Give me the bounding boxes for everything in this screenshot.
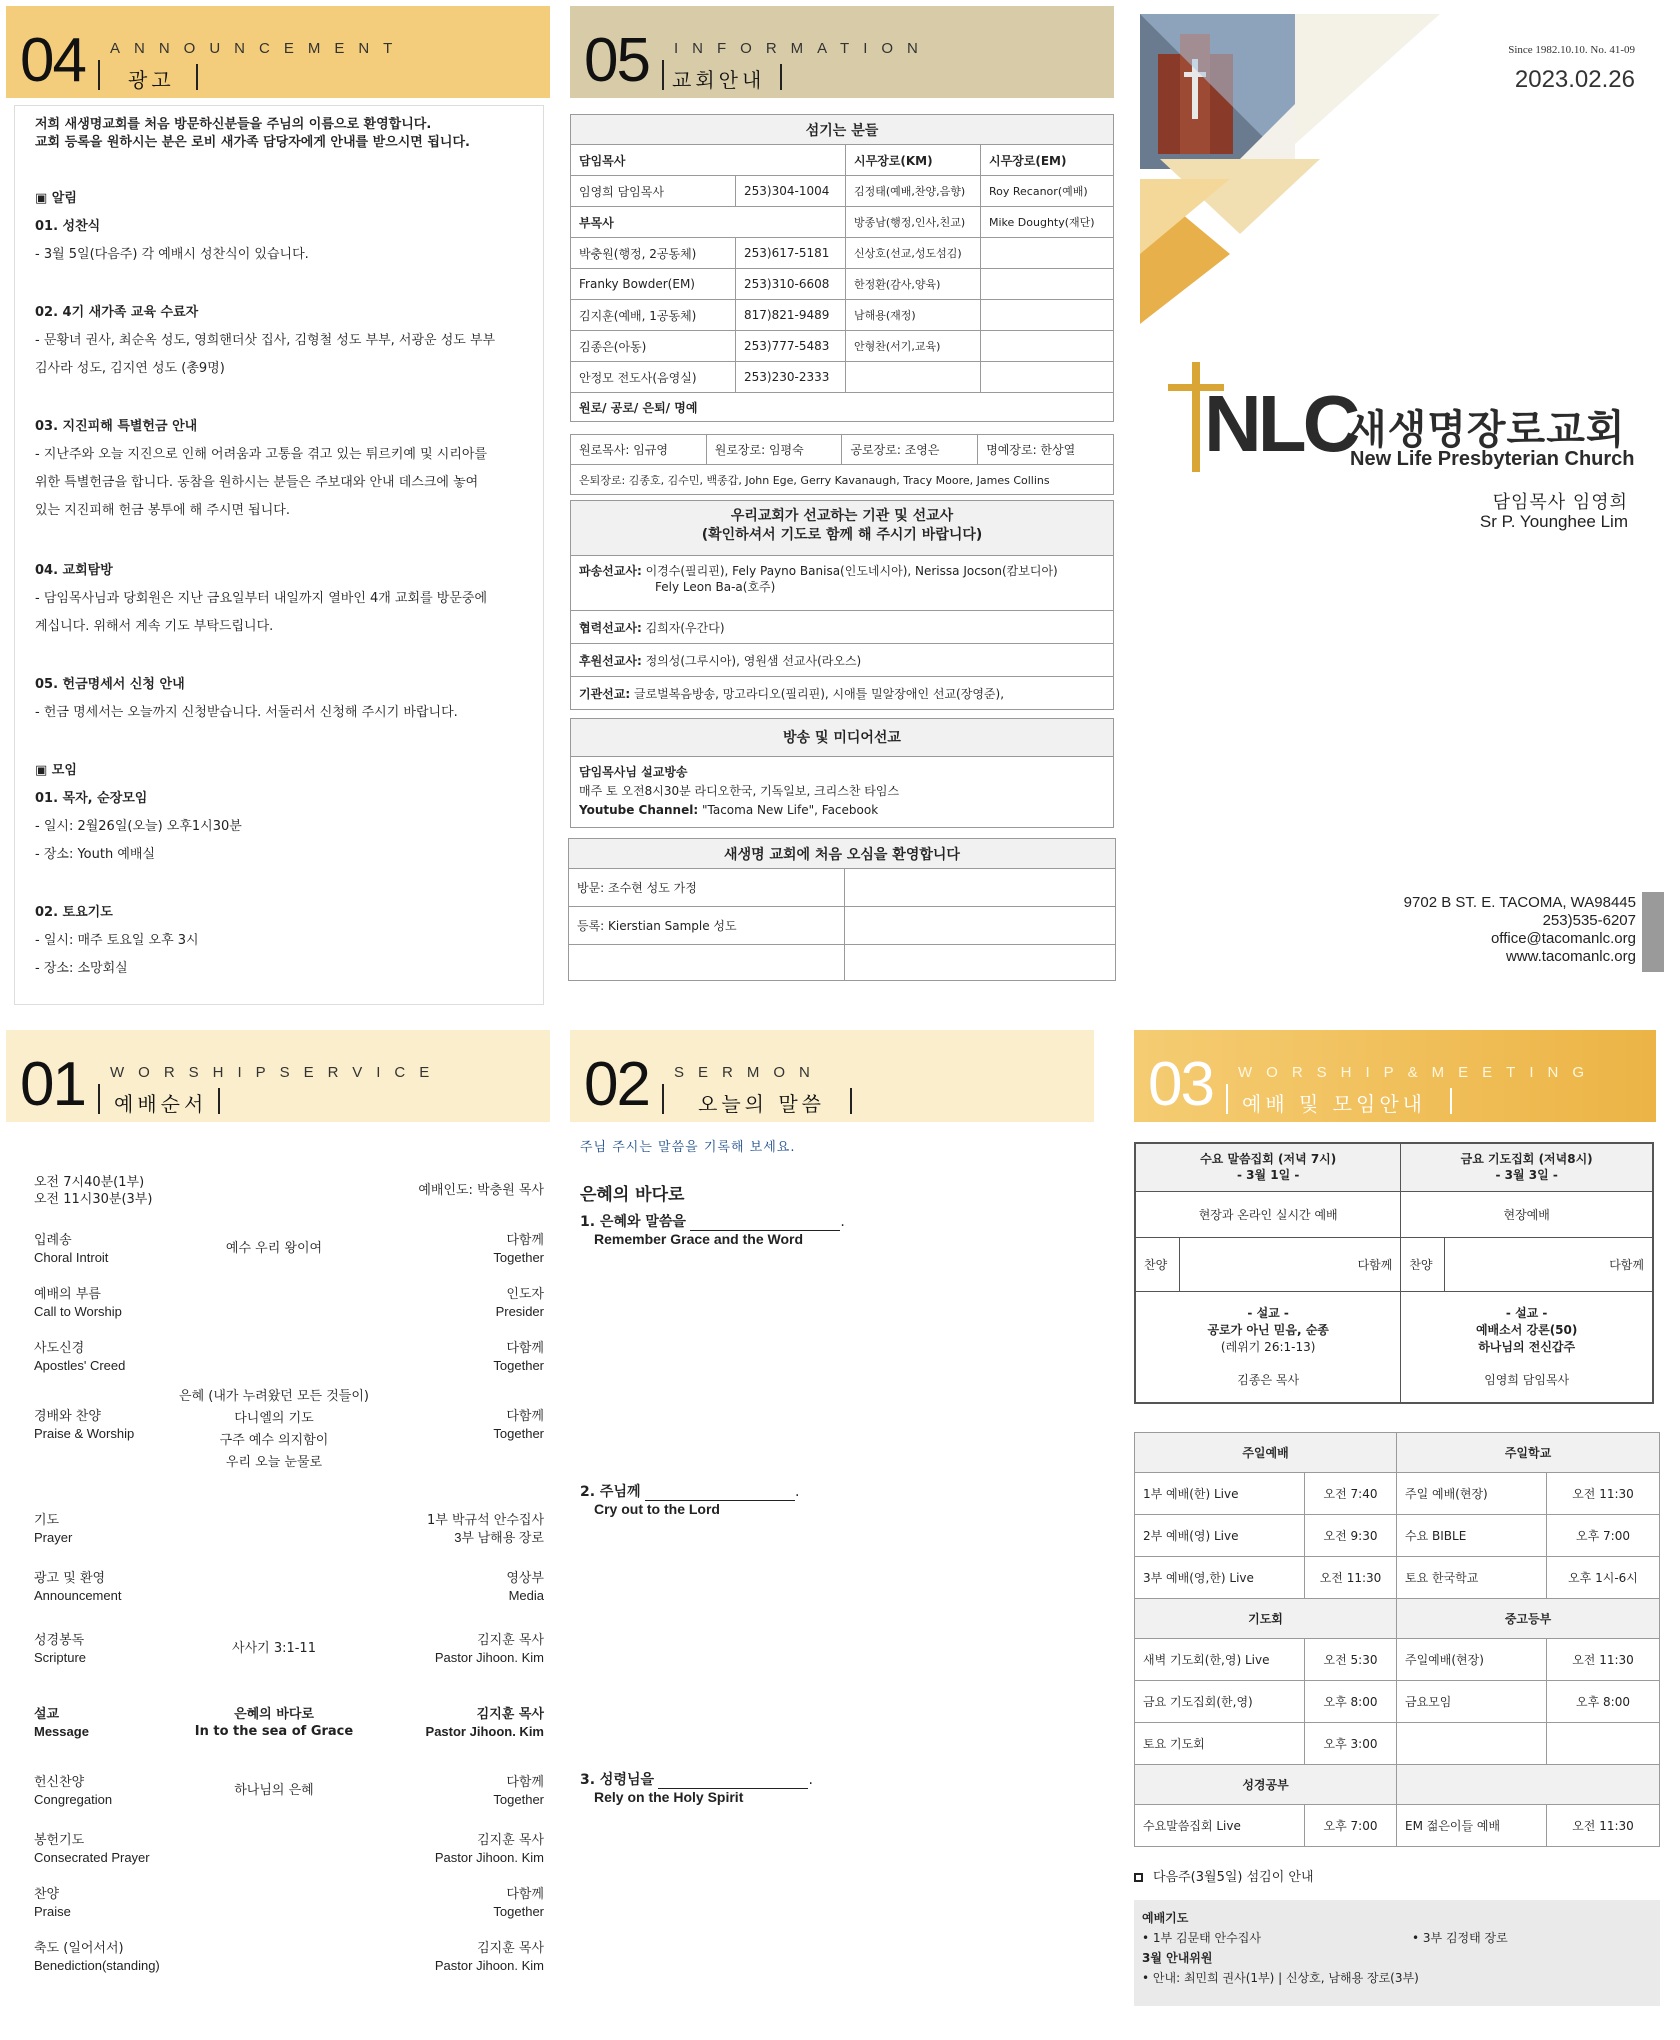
item-content xyxy=(154,1386,394,1474)
schedule-table xyxy=(1134,1432,1660,1847)
point-eng: Cry out to the Lord xyxy=(594,1501,720,1517)
elder-head: 원로/ 공로/ 은퇴/ 명예 xyxy=(571,393,1114,422)
mission-label: 후원선교사: xyxy=(579,654,642,668)
service-time: 오전 11시30분(3부) xyxy=(34,1192,153,1207)
item-content xyxy=(154,1782,394,1799)
section-number: 01 xyxy=(20,1050,85,1119)
item-label xyxy=(34,1940,160,1974)
wed-sermon: - 설교 - 공로가 아닌 믿음, 순종 (레위기 26:1-13) 김종은 목사 xyxy=(1135,1291,1401,1403)
leader-kor: 김지훈 목사 xyxy=(476,1707,544,1722)
leader-eng: Together xyxy=(493,1792,544,1807)
leader-kor: 김지훈 목사 xyxy=(477,1941,544,1956)
cell: 김정태(예배,찬양,음향) xyxy=(846,176,981,207)
welcome-line: 교회 등록을 원하시는 분은 로비 새가족 담당자에게 안내를 받으시면 됩니다. xyxy=(35,135,470,150)
section-eng-title: SERMON xyxy=(674,1064,824,1081)
point-eng: Remember Grace and the Word xyxy=(594,1231,804,1247)
media-title: 방송 및 미디어선교 xyxy=(571,719,1113,757)
cell: 토요 기도회 xyxy=(1135,1723,1305,1765)
item-label xyxy=(34,1286,122,1320)
cell xyxy=(981,269,1114,300)
leader-eng: Together xyxy=(493,1904,544,1919)
label-kor: 경배와 찬양 xyxy=(34,1409,101,1424)
item-title: 01. 목자, 순장모임 xyxy=(35,791,148,806)
fill-blank[interactable] xyxy=(690,1217,840,1231)
cell: 오전 11:30 xyxy=(1305,1557,1397,1599)
staff-table xyxy=(570,114,1114,422)
item-leader xyxy=(493,1774,544,1808)
label-eng: Announcement xyxy=(34,1588,122,1603)
cell xyxy=(1397,1723,1547,1765)
welcome-title: 새생명 교회에 처음 오심을 환영합니다 xyxy=(569,839,1116,869)
cell: 신상호(선교,성도섬김) xyxy=(846,238,981,269)
label-eng: Scripture xyxy=(34,1650,87,1665)
label-eng: Congregation xyxy=(34,1792,113,1807)
item-title: 05. 헌금명세서 신청 안내 xyxy=(35,677,185,692)
label-eng: Praise & Worship xyxy=(34,1426,135,1441)
leader-eng: Together xyxy=(493,1426,544,1441)
church-name-kor: 새생명장로교회 xyxy=(1348,407,1626,453)
item-title: 02. 4기 새가족 교육 수료자 xyxy=(35,305,199,320)
hymn-label: 찬양 xyxy=(1401,1237,1445,1291)
sermon-point: 3. 성령님을 . Rely on the Holy Spirit xyxy=(580,1772,813,1805)
cell: 오전 11:30 xyxy=(1547,1639,1660,1681)
section-eng-title: ANNOUNCEMENT xyxy=(110,40,407,57)
cell: 오후 3:00 xyxy=(1305,1723,1397,1765)
content-line: 사사기 3:1-11 xyxy=(232,1641,316,1656)
label-kor: 축도 (일어서서) xyxy=(34,1941,124,1956)
cell: 253)617-5181 xyxy=(736,238,846,269)
item-label xyxy=(34,1706,89,1740)
cell: 수요 BIBLE xyxy=(1397,1515,1547,1557)
item-text: 있는 지진피해 헌금 봉투에 해 주시면 됩니다. xyxy=(35,503,290,518)
mission-text: 글로벌복음방송, 망고라디오(필리핀), 시애틀 밀알장애인 선교(장영준), xyxy=(634,687,1005,701)
item-leader xyxy=(506,1570,544,1604)
item-leader xyxy=(493,1340,544,1374)
item-leader xyxy=(496,1286,544,1320)
content-line: In to the sea of Grace xyxy=(194,1724,354,1739)
mission-text: 김희자(우간다) xyxy=(645,621,725,635)
content-line: 하나님의 은혜 xyxy=(234,1783,314,1798)
cell: 새벽 기도회(한,영) Live xyxy=(1135,1639,1305,1681)
cell: 방종남(행정,인사,친교) xyxy=(846,207,981,238)
cell xyxy=(981,331,1114,362)
cell xyxy=(569,945,845,981)
cell: 1부 예배(한) Live xyxy=(1135,1473,1305,1515)
cell xyxy=(1397,1765,1660,1805)
label-eng: Message xyxy=(34,1724,89,1739)
bullet-icon xyxy=(1134,1873,1143,1882)
section-number: 05 xyxy=(584,26,649,95)
label-eng: Consecrated Prayer xyxy=(34,1850,150,1865)
cell: Mike Doughty(재단) xyxy=(981,207,1114,238)
cell: 안형찬(서기,교육) xyxy=(846,331,981,362)
cell: 명예장로: 한상열 xyxy=(978,435,1114,465)
section-kor-title: 광고 xyxy=(128,68,175,92)
servers-box: 예배기도 • 1부 김문태 안수집사 • 3부 김정태 장로 3월 안내위원 • 안내: 최민희 권사(1부) | 신상호, 남해용 장로(3부) xyxy=(1134,1900,1660,2006)
information-header xyxy=(570,6,1114,98)
cell: 오전 9:30 xyxy=(1305,1515,1397,1557)
item-title: 04. 교회탐방 xyxy=(35,563,113,578)
leader-kor: 인도자 xyxy=(506,1287,544,1302)
cell: 오전 7:40 xyxy=(1305,1473,1397,1515)
cell: 금요모임 xyxy=(1397,1681,1547,1723)
leader-eng: Media xyxy=(508,1588,544,1603)
retired-elders: 은퇴장로: 김종호, 김수민, 백종갑, John Ege, Gerry Kavanaugh, Tracy Moore, James Collins xyxy=(571,465,1114,495)
youtube-channel: "Tacoma New Life", Facebook xyxy=(701,803,879,817)
announcement-header xyxy=(6,6,550,98)
pastor-kor: 담임목사 임영희 xyxy=(1492,492,1628,513)
label-kor: 헌신찬양 xyxy=(34,1775,85,1790)
edge-tab xyxy=(1642,892,1664,972)
content-line: 예수 우리 왕이여 xyxy=(225,1241,323,1256)
label-kor: 입례송 xyxy=(34,1233,72,1248)
pastor-eng: Sr P. Younghee Lim xyxy=(1479,512,1628,531)
welcome-table xyxy=(568,838,1116,981)
cell: 오후 8:00 xyxy=(1305,1681,1397,1723)
mission-box xyxy=(570,500,1114,710)
usher-head: 3월 안내위원 xyxy=(1142,1951,1213,1965)
label-eng: Call to Worship xyxy=(34,1304,122,1319)
cell: 3부 예배(영,한) Live xyxy=(1135,1557,1305,1599)
cell: 253)310-6608 xyxy=(736,269,846,300)
item-text: - 일시: 2월26일(오늘) 오후1시30분 xyxy=(35,819,242,834)
item-text: 위한 특별헌금을 합니다. 동참을 원하시는 분들은 주보대와 안내 데스크에 놓여 xyxy=(35,475,479,490)
mission-text: 정의성(그루시아), 영원샘 선교사(라오스) xyxy=(645,654,862,668)
mission-text: Fely Leon Ba-a(호주) xyxy=(655,580,776,594)
item-text: - 지난주와 오늘 지진으로 인해 어려움과 고통을 겪고 있는 튀르키예 및 시리아를 xyxy=(35,447,488,462)
mission-label: 파송선교사: xyxy=(579,564,642,578)
cell: 주일예배(현장) xyxy=(1397,1639,1547,1681)
item-label xyxy=(34,1408,134,1442)
leader-eng: Together xyxy=(493,1250,544,1265)
cell: 김종은(아동) xyxy=(571,331,736,362)
divider xyxy=(98,60,100,90)
cell: Roy Recanor(예배) xyxy=(981,176,1114,207)
media-line: 매주 토 오전8시30분 라디오한국, 기독일보, 크리스찬 타임스 xyxy=(579,784,900,798)
staff-title: 섬기는 분들 xyxy=(571,115,1114,145)
content-line: 우리 오늘 눈물로 xyxy=(225,1455,323,1470)
cell: 주일 예배(현장) xyxy=(1397,1473,1547,1515)
cell: 공로장로: 조영은 xyxy=(842,435,978,465)
leader-eng: Pastor Jihoon. Kim xyxy=(434,1850,544,1865)
cell: 오전 11:30 xyxy=(1547,1473,1660,1515)
cell: 253)777-5483 xyxy=(736,331,846,362)
cell xyxy=(981,362,1114,393)
leader-kor: 김지훈 목사 xyxy=(477,1833,544,1848)
item-label xyxy=(34,1570,121,1604)
fri-sermon: - 설교 - 예배소서 강론(50) 하나님의 전신갑주 임영희 담임목사 xyxy=(1401,1291,1653,1403)
sermon-note: 주님 주시는 말씀을 기록해 보세요. xyxy=(580,1140,796,1155)
cell: 안정모 전도사(음영실) xyxy=(571,362,736,393)
label-eng: Benediction(standing) xyxy=(34,1958,160,1973)
item-label xyxy=(34,1340,125,1374)
fri-head: 금요 기도집회 (저녁8시) - 3월 3일 - xyxy=(1401,1143,1653,1191)
item-label xyxy=(34,1232,108,1266)
cell: 오전 5:30 xyxy=(1305,1639,1397,1681)
section-kor-title: 오늘의 말씀 xyxy=(698,1092,825,1116)
cell: 박충원(행정, 2공동체) xyxy=(571,238,736,269)
label-eng: Apostles' Creed xyxy=(34,1358,126,1373)
visit-cell: 방문: 조수현 성도 가정 xyxy=(569,869,845,907)
welcome-line: 저희 새생명교회를 처음 방문하신분들을 주님의 이름으로 환영합니다. xyxy=(35,117,432,132)
mission-text: 이경수(필리핀), Fely Payno Banisa(인도네시아), Nerissa Jocson(캄보디아) xyxy=(645,564,1058,578)
cell xyxy=(845,869,1116,907)
church-name-eng: New Life Presbyterian Church xyxy=(1350,448,1635,470)
label-eng: Praise xyxy=(34,1904,71,1919)
cell xyxy=(981,300,1114,331)
cell: 임영희 담임목사 xyxy=(571,176,736,207)
label-kor: 설교 xyxy=(34,1707,60,1722)
item-title: 02. 토요기도 xyxy=(35,905,113,920)
point-kor: 3. 성령님을 xyxy=(580,1772,655,1788)
leader-kor: 다함께 xyxy=(506,1409,544,1424)
item-label xyxy=(34,1512,72,1546)
content-line: 은혜 (내가 누려왔던 모든 것들이) xyxy=(179,1389,369,1404)
cell xyxy=(1547,1723,1660,1765)
youtube-label: Youtube Channel: xyxy=(579,803,699,817)
divider xyxy=(98,1084,100,1114)
item-leader xyxy=(427,1512,544,1546)
content-line: 다니엘의 기도 xyxy=(234,1411,314,1426)
leader-eng: Pastor Jihoon. Kim xyxy=(434,1958,544,1973)
item-label xyxy=(34,1886,71,1920)
item-label xyxy=(34,1632,86,1666)
section-eng-title: INFORMATION xyxy=(674,40,932,57)
section-number: 02 xyxy=(584,1050,649,1119)
item-leader xyxy=(435,1832,544,1866)
cell: 253)230-2333 xyxy=(736,362,846,393)
col-head: 담임목사 xyxy=(571,145,846,176)
cell xyxy=(981,238,1114,269)
worship-header xyxy=(6,1030,550,1122)
leader-eng: Pastor Jihoon. Kim xyxy=(425,1724,544,1739)
item-label xyxy=(34,1774,112,1808)
divider xyxy=(196,64,198,90)
sermon-point: 2. 주님께 . Cry out to the Lord xyxy=(580,1484,800,1517)
item-leader xyxy=(435,1632,544,1666)
media-line: 담임목사님 설교방송 xyxy=(579,765,688,779)
cell: 금요 기도집회(한,영) xyxy=(1135,1681,1305,1723)
divider xyxy=(780,64,782,90)
cell: 오후 7:00 xyxy=(1305,1805,1397,1847)
leader-kor: 다함께 xyxy=(506,1775,544,1790)
item-leader xyxy=(426,1706,544,1740)
item-leader xyxy=(493,1408,544,1442)
media-box xyxy=(570,718,1114,828)
label-kor: 봉헌기도 xyxy=(34,1833,85,1848)
cell: 오후 7:00 xyxy=(1547,1515,1660,1557)
mission-title: 우리교회가 선교하는 기관 및 선교사 xyxy=(730,508,954,524)
website-link[interactable]: www.tacomanlc.org xyxy=(1505,948,1636,965)
item-leader xyxy=(493,1886,544,1920)
section-kor-title: 교회안내 xyxy=(672,68,766,92)
deco-triangle xyxy=(1295,14,1440,144)
usher-line: 안내: 최민희 권사(1부) | 신상호, 남해용 장로(3부) xyxy=(1152,1971,1419,1985)
label-kor: 찬양 xyxy=(34,1887,60,1902)
meeting-heading: ▣ 모임 xyxy=(35,763,77,778)
next-week-text: 다음주(3월5일) 섬김이 안내 xyxy=(1153,1870,1314,1885)
col-head: 부목사 xyxy=(571,207,846,238)
item-text: - 장소: 소망회실 xyxy=(35,961,128,976)
label-kor: 기도 xyxy=(34,1513,60,1528)
prayer-1: 1부 김문태 안수집사 xyxy=(1152,1931,1261,1945)
item-content xyxy=(154,1640,394,1657)
item-title: 03. 지진피해 특별헌금 안내 xyxy=(35,419,198,434)
register-cell: 등록: Kierstian Sample 성도 xyxy=(569,907,845,945)
label-eng: Prayer xyxy=(34,1530,73,1545)
cell xyxy=(845,945,1116,981)
item-text: 김사라 성도, 김지연 성도 (총9명) xyxy=(35,361,225,376)
item-leader xyxy=(435,1940,544,1974)
cell: 토요 한국학교 xyxy=(1397,1557,1547,1599)
wed-head: 수요 말씀집회 (저녁 7시) - 3월 1일 - xyxy=(1135,1143,1401,1191)
cell: 2부 예배(영) Live xyxy=(1135,1515,1305,1557)
phone: 253)535-6207 xyxy=(1542,912,1636,929)
item-text: - 담임목사님과 당회원은 지난 금요일부터 내일까지 열바인 4개 교회를 방문중에 xyxy=(35,591,488,606)
point-kor: 2. 주님께 xyxy=(580,1484,641,1500)
sched-head: 성경공부 xyxy=(1135,1765,1397,1805)
divider xyxy=(1226,1084,1228,1114)
item-text: - 문황녀 권사, 최순옥 성도, 영희핸더삿 집사, 김형철 성도 부부, 서광운 성도 부부 xyxy=(35,333,496,348)
point-kor: 1. 은혜와 말씀을 xyxy=(580,1214,686,1230)
logo-nlc: NLC xyxy=(1204,379,1357,468)
elder-table xyxy=(570,434,1114,495)
section-kor-title: 예배순서 xyxy=(114,1092,208,1116)
fill-blank[interactable] xyxy=(645,1487,795,1501)
cell xyxy=(845,907,1116,945)
cell: 원로목사: 임규영 xyxy=(571,435,707,465)
address-block xyxy=(1404,894,1636,966)
item-text: - 일시: 매주 토요일 오후 3시 xyxy=(35,933,199,948)
fill-blank[interactable] xyxy=(658,1775,808,1789)
sermon-title: 은혜의 바다로 xyxy=(580,1185,685,1205)
cell: 남해용(재정) xyxy=(846,300,981,331)
sched-head: 중고등부 xyxy=(1397,1599,1660,1639)
label-kor: 성경봉독 xyxy=(34,1633,85,1648)
leader-eng: Presider xyxy=(495,1304,544,1319)
announcement-panel xyxy=(14,105,544,1005)
divider xyxy=(218,1088,220,1114)
midweek-table xyxy=(1134,1142,1654,1404)
label-kor: 예배의 부름 xyxy=(34,1287,101,1302)
leader-kor: 김지훈 목사 xyxy=(477,1633,544,1648)
item-leader xyxy=(493,1232,544,1266)
leader-kor: 다함께 xyxy=(506,1341,544,1356)
content-line: 구주 예수 의지함이 xyxy=(219,1433,329,1448)
issue-date: 2023.02.26 xyxy=(1514,66,1635,93)
item-label xyxy=(34,1832,150,1866)
service-time: 오전 7시40분(1부) xyxy=(34,1175,145,1190)
worship-leader: 예배인도: 박충원 목사 xyxy=(418,1183,544,1198)
sched-head: 기도회 xyxy=(1135,1599,1397,1639)
divider xyxy=(662,60,664,90)
leader-kor: 다함께 xyxy=(506,1233,544,1248)
cell: 수요말씀집회 Live xyxy=(1135,1805,1305,1847)
leader-kor: 다함께 xyxy=(506,1887,544,1902)
wed-type: 현장과 온라인 실시간 예배 xyxy=(1135,1191,1401,1237)
hymn-value: 다함께 xyxy=(1445,1237,1653,1291)
leader-eng: Together xyxy=(493,1358,544,1373)
item-content xyxy=(154,1706,394,1740)
label-eng: Choral Introit xyxy=(34,1250,109,1265)
email-link[interactable]: office@tacomanlc.org xyxy=(1490,930,1636,947)
item-title: 01. 성찬식 xyxy=(35,219,101,234)
meeting-header xyxy=(1134,1030,1656,1122)
item-content xyxy=(154,1240,394,1257)
next-week-heading xyxy=(1134,1866,1314,1885)
notice-heading: ▣ 알림 xyxy=(35,191,77,206)
cell: 817)821-9489 xyxy=(736,300,846,331)
leader-eng: Pastor Jihoon. Kim xyxy=(434,1650,544,1665)
fri-type: 현장예배 xyxy=(1401,1191,1653,1237)
divider xyxy=(1450,1088,1452,1114)
cell: EM 젊은이들 예배 xyxy=(1397,1805,1547,1847)
label-kor: 광고 및 환영 xyxy=(34,1571,106,1586)
col-head: 시무장로(KM) xyxy=(846,145,981,176)
prayer-3: 3부 김정태 장로 xyxy=(1422,1931,1508,1945)
mission-subtitle: (확인하셔서 기도로 함께 해 주시기 바랍니다) xyxy=(701,527,983,543)
cell: 오전 11:30 xyxy=(1547,1805,1660,1847)
cell: 한정환(감사,양육) xyxy=(846,269,981,300)
cell: 253)304-1004 xyxy=(736,176,846,207)
prayer-head: 예배기도 xyxy=(1142,1911,1189,1925)
cell: 오후 1시-6시 xyxy=(1547,1557,1660,1599)
cell: 김지훈(예배, 1공동체) xyxy=(571,300,736,331)
mission-label: 기관선교: xyxy=(579,687,631,701)
address-line: 9702 B ST. E. TACOMA, WA98445 xyxy=(1403,894,1636,911)
section-eng-title: WORSHIPSERVICE xyxy=(110,1064,444,1081)
cover-art xyxy=(1140,14,1460,324)
leader-kor: 영상부 xyxy=(506,1571,544,1586)
section-number: 03 xyxy=(1148,1050,1213,1119)
section-kor-title: 예배 및 모임안내 xyxy=(1242,1092,1426,1116)
since-text: Since 1982.10.10. No. 41-09 xyxy=(1508,44,1635,56)
sched-head: 주일예배 xyxy=(1135,1433,1397,1473)
sermon-header xyxy=(570,1030,1094,1122)
item-text: - 헌금 명세서는 오늘까지 신청받습니다. 서둘러서 신청해 주시기 바랍니다. xyxy=(35,705,458,720)
cell xyxy=(846,362,981,393)
item-text: - 장소: Youth 예배실 xyxy=(35,847,156,862)
col-head: 시무장로(EM) xyxy=(981,145,1114,176)
point-eng: Rely on the Holy Spirit xyxy=(594,1789,744,1805)
item-text: 계십니다. 위해서 계속 기도 부탁드립니다. xyxy=(35,619,274,634)
item-text: - 3월 5일(다음주) 각 예배시 성찬식이 있습니다. xyxy=(35,247,309,262)
cell: Franky Bowder(EM) xyxy=(571,269,736,300)
cell: 원로장로: 임평숙 xyxy=(706,435,842,465)
divider xyxy=(662,1084,664,1114)
divider xyxy=(850,1088,852,1114)
sched-head: 주일학교 xyxy=(1397,1433,1660,1473)
sermon-point: 1. 은혜와 말씀을 . Remember Grace and the Word xyxy=(580,1214,845,1247)
section-eng-title: WORSHIP&MEETING xyxy=(1238,1064,1599,1081)
content-line: 은혜의 바다로 xyxy=(234,1707,314,1722)
hymn-label: 찬양 xyxy=(1135,1237,1179,1291)
section-number: 04 xyxy=(20,26,85,95)
leader-kor: 1부 박규석 안수집사 xyxy=(427,1513,544,1528)
label-kor: 사도신경 xyxy=(34,1341,85,1356)
mission-label: 협력선교사: xyxy=(579,621,642,635)
leader-eng: 3부 남해용 장로 xyxy=(454,1530,544,1545)
cell: 오후 8:00 xyxy=(1547,1681,1660,1723)
hymn-value: 다함께 xyxy=(1179,1237,1401,1291)
